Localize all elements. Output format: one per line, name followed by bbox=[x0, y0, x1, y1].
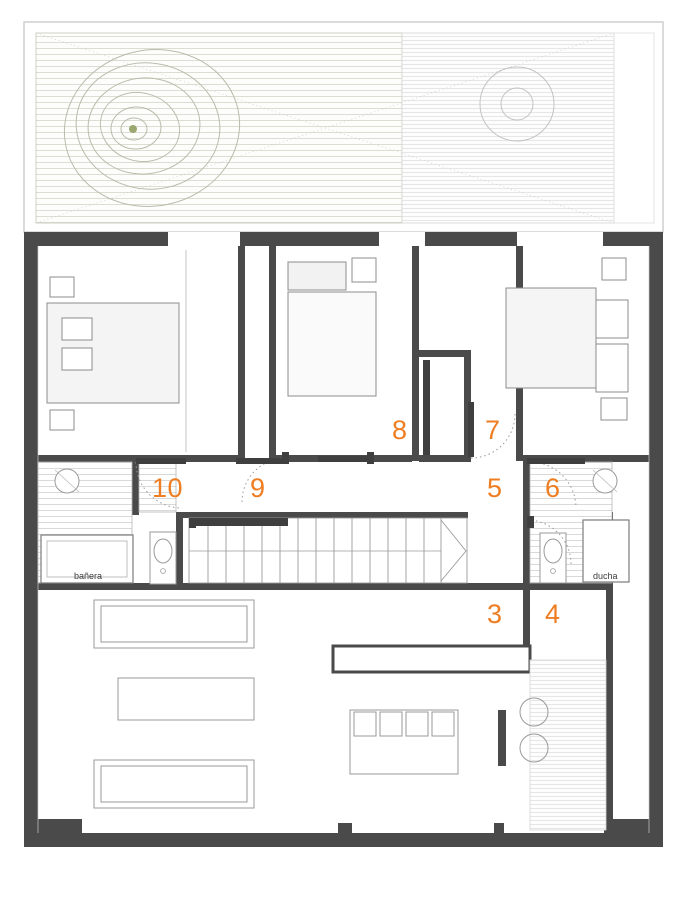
room-label-banera: bañera bbox=[74, 571, 103, 581]
terrace-area bbox=[24, 22, 663, 232]
marker-8[interactable]: 8 bbox=[392, 415, 408, 445]
living-room-furniture bbox=[94, 600, 254, 808]
room-label-ducha: ducha bbox=[593, 571, 618, 581]
marker-6[interactable]: 6 bbox=[545, 473, 561, 503]
marker-7[interactable]: 7 bbox=[485, 415, 501, 445]
marker-5[interactable]: 5 bbox=[487, 473, 503, 503]
middle-bedroom-furniture bbox=[288, 258, 376, 396]
marker-10[interactable]: 10 bbox=[152, 473, 184, 503]
staircase bbox=[189, 518, 467, 583]
marker-3[interactable]: 3 bbox=[487, 599, 503, 629]
marker-4[interactable]: 4 bbox=[545, 599, 561, 629]
marker-9[interactable]: 9 bbox=[250, 473, 266, 503]
